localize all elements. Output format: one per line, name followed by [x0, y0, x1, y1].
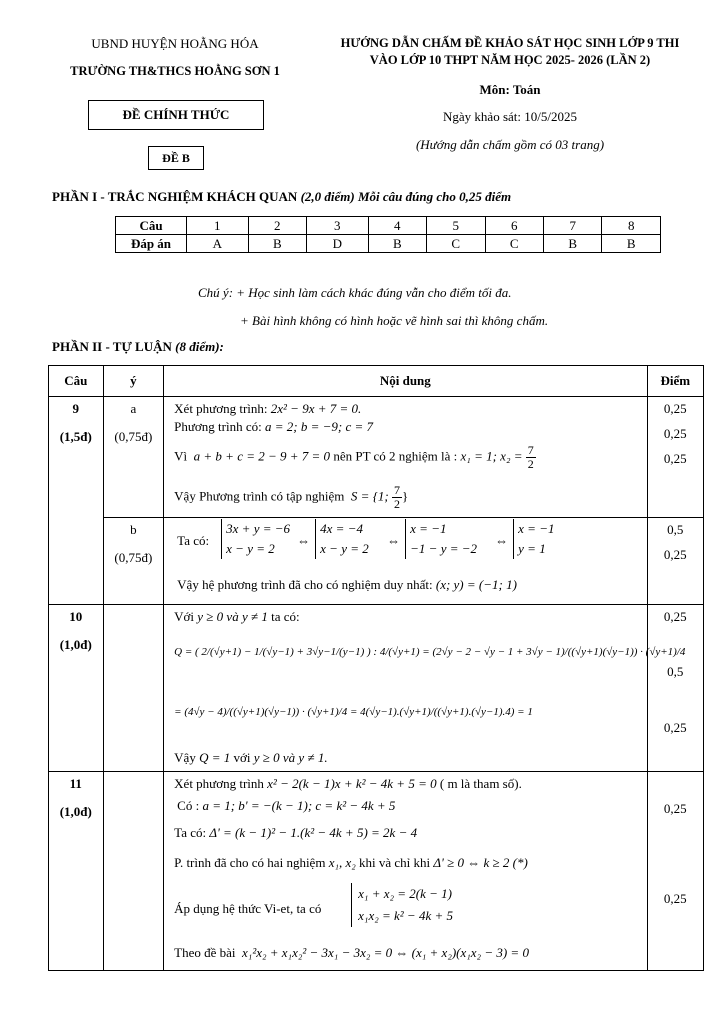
q11-cell: 11 (1,0đ) — [49, 772, 104, 971]
q11-scores: 0,25 0,25 — [647, 772, 704, 971]
school-name: TRƯỜNG TH&THCS HOẰNG SƠN 1 — [70, 64, 280, 78]
q9a-sub-cell: a (0,75đ) — [103, 397, 164, 518]
note-1: Chú ý: + Học sinh làm cách khác đúng vẫn cho điểm tối đa. — [198, 285, 512, 300]
doc-title-line1: HƯỚNG DẪN CHẤM ĐỀ KHẢO SÁT HỌC SINH LỚP 9 THI — [340, 36, 680, 50]
answer-table — [115, 216, 661, 253]
q10-sub-cell — [103, 605, 164, 772]
q10-content: Với y ≥ 0 và y ≠ 1 ta có: Q = ( 2/(√y+1) − 1/(√y−1) + 3√y−1/(y−1) ) : 4/(√y+1) = (2√y − 2 − √y − 1 + 3√y − 1)/((√y+1)(√y−1)) · (√y+1)/4 = (4√y − 4)/((√y+1)(√y−1)) · (√y+1)/4 = 4(√y−1).(√y+1)/((√y+1).(√y−1).4) = 1 Vậy Q = 1 với y ≥ 0 và y ≠ 1. — [164, 605, 647, 772]
part1-title: PHẦN I - TRẮC NGHIỆM KHÁCH QUAN (2,0 điểm) Mỗi câu đúng cho 0,25 điểm — [52, 189, 512, 204]
q9a-scores: 0,25 0,25 0,25 — [647, 397, 704, 518]
q9a-content: Xét phương trình: 2x² − 9x + 7 = 0. Phương trình có: a = 2; b = −9; c = 7 Vì a + b + c = 2 − 9 + 7 = 0 nên PT có 2 nghiệm là : x₁ = 1; x₂ = $\frac{7}{2}$ Vậy Phương trình có tập nghiệm S = {1; $\frac{7}{2}$ } — [164, 397, 647, 518]
subject: Môn: Toán — [479, 82, 541, 97]
table-row-q11 — [49, 772, 704, 971]
table-row-q9a — [49, 397, 704, 518]
q11-content: Xét phương trình x² − 2(k − 1)x + k² − 4k + 5 = 0 ( m là tham số). Có : a = 1; b' = −(k − 1); c = k² − 4k + 5 Ta có: Δ' = (k − 1)² − 1.(k² − 4k + 5) = 2k − 4 P. trình đã cho có hai nghiệm x₁, x₂ khi và chỉ khi Δ' ≥ 0 ⇔ k ≥ 2 (*) Áp dụng hệ thức Vi-et, ta có x₁ + x₂ = 2(k − 1) x₁x₂ = k² − 4k + 5 Theo đề bài x₁²x₂ + x₁x₂² − 3x₁ − 3x₂ = 0 ⇔ (x₁ + x₂)(x₁x₂ − 3) = 0 — [164, 772, 647, 971]
q10-cell: 10 (1,0đ) — [49, 605, 104, 772]
grading-table — [48, 365, 704, 971]
q11-sub-cell — [103, 772, 164, 971]
q9b-scores: 0,5 0,25 — [647, 518, 704, 605]
table-row-q9b — [49, 518, 704, 605]
table-row-q10 — [49, 605, 704, 772]
grading-table-header: Câu ý Nội dung Điểm — [49, 366, 704, 397]
answer-table-answer-row: Đáp án A B D B C C B B — [116, 235, 661, 253]
official-box: ĐỀ CHÍNH THỨC — [88, 100, 264, 130]
note-2: + Bài hình không có hình hoặc vẽ hình sai thì không chấm. — [240, 313, 549, 328]
exam-date: Ngày khảo sát: 10/5/2025 — [443, 109, 577, 124]
authority-name: UBND HUYỆN HOẰNG HÓA — [91, 36, 259, 51]
q9-cell: 9 (1,5đ) — [49, 397, 104, 605]
pages-note: (Hướng dẫn chấm gồm có 03 trang) — [415, 137, 605, 152]
part2-title: PHẦN II - TỰ LUẬN (8 điểm): — [52, 339, 224, 354]
q9b-sub-cell: b (0,75đ) — [103, 518, 164, 605]
q9b-content: Ta có: 3x + y = −6 x − y = 2 ⇔ 4x = −4 x − y = 2 ⇔ x = −1 −1 − y = −2 ⇔ x = −1 y = 1 Vậy hệ phương trình đã cho có nghiệm duy nhất: (x; y) = (−1; 1) — [164, 518, 647, 605]
exam-code-box: ĐỀ B — [148, 146, 204, 170]
doc-title-line2: VÀO LỚP 10 THPT NĂM HỌC 2025- 2026 (LẦN 2) — [369, 53, 651, 67]
answer-table-question-row: Câu 1 2 3 4 5 6 7 8 — [116, 217, 661, 235]
q10-scores: 0,25 0,5 0,25 — [647, 605, 704, 772]
